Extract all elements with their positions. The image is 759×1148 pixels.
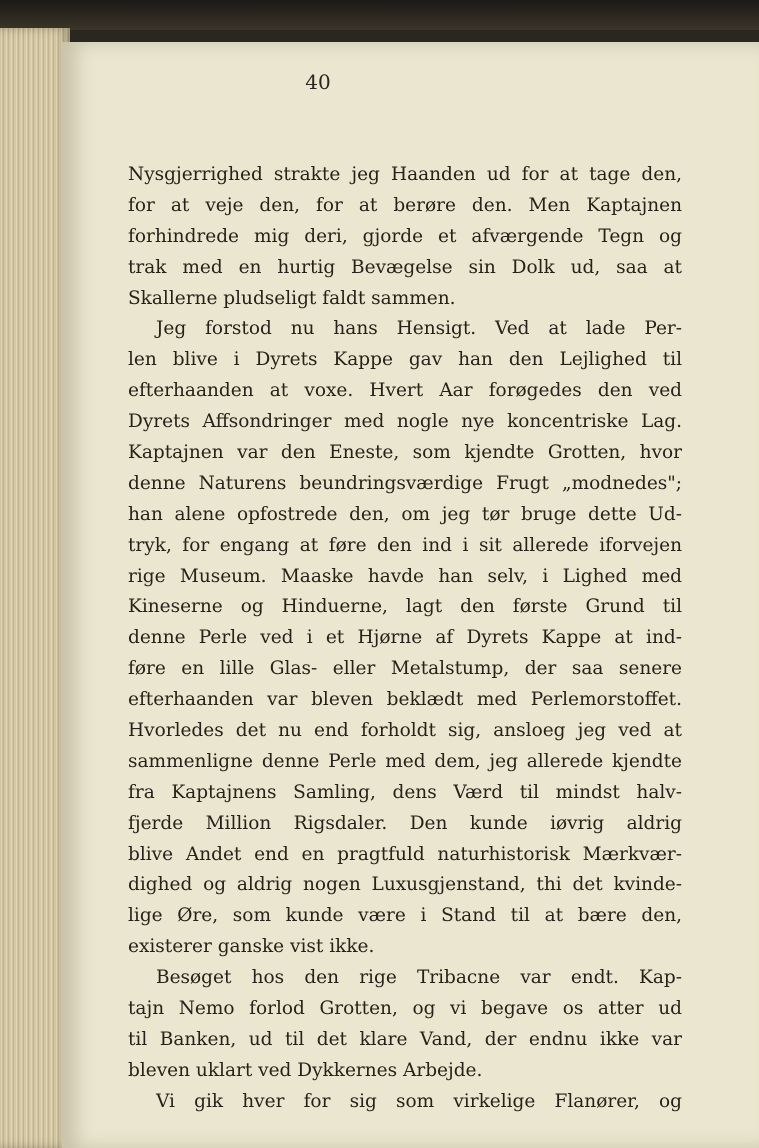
text-line: len blive i Dyrets Kappe gav han den Lejlighed til [128, 349, 682, 371]
text-line: Hvorledes det nu end forholdt sig, ansloeg jeg ved at [128, 720, 682, 742]
text-line: Besøget hos den rige Tribacne var endt. Kap- [156, 967, 682, 989]
text-line: Skallerne pludseligt faldt sammen. [128, 287, 456, 309]
text-line: for at veje den, for at berøre den. Men Kaptajnen [128, 194, 682, 216]
text-line: fra Kaptajnens Samling, dens Værd til mindst halv- [128, 781, 682, 803]
text-line: tajn Nemo forlod Grotten, og vi begave os atter ud [128, 998, 682, 1020]
text-line: fjerde Million Rigsdaler. Den kunde iøvrig aldrig [128, 812, 682, 834]
text-line: efterhaanden var bleven beklædt med Perlemorstoffet. [128, 689, 682, 711]
body-text [128, 160, 682, 1118]
text-line: Jeg forstod nu hans Hensigt. Ved at lade Per- [156, 318, 682, 340]
book-top-edge [0, 0, 759, 30]
text-line: Kaptajnen var den Eneste, som kjendte Grotten, hvor [128, 442, 682, 464]
text-line: rige Museum. Maaske havde han selv, i Lighed med [128, 565, 682, 587]
text-line: han alene opfostrede den, om jeg tør bruge dette Ud- [128, 503, 682, 525]
text-line: Dyrets Affsondringer med nogle nye koncentriske Lag. [128, 411, 682, 433]
text-line: lige Øre, som kunde være i Stand til at bære den, [128, 905, 682, 927]
text-line: føre en lille Glas- eller Metalstump, der saa senere [128, 658, 682, 680]
text-line: sammenligne denne Perle med dem, jeg allerede kjendte [128, 750, 682, 772]
text-line: existerer ganske vist ikke. [128, 936, 375, 958]
text-line: Kineserne og Hinduerne, lagt den første Grund til [128, 596, 682, 618]
page-number: 40 [305, 70, 331, 94]
text-line: dighed og aldrig nogen Luxusgjenstand, thi det kvinde- [128, 874, 682, 896]
text-line: Vi gik hver for sig som virkelige Flanører, og [156, 1090, 682, 1112]
text-line: blive Andet end en pragtfuld naturhistorisk Mærkvær- [128, 843, 682, 865]
text-line: denne Naturens beundringsværdige Frugt „modnedes"; [128, 472, 682, 494]
text-line: efterhaanden at voxe. Hvert Aar forøgedes den ved [128, 380, 682, 402]
text-line: til Banken, ud til det klare Vand, der endnu ikke var [128, 1028, 682, 1050]
text-line: denne Perle ved i et Hjørne af Dyrets Kappe at ind- [128, 627, 682, 649]
book-page-edges [0, 28, 70, 1148]
text-line: Nysgjerrighed strakte jeg Haanden ud for at tage den, [128, 164, 682, 185]
text-line: forhindrede mig deri, gjorde et afværgende Tegn og [128, 225, 682, 247]
text-line: tryk, for engang at føre den ind i sit allerede iforvejen [128, 534, 682, 556]
text-line: bleven uklart ved Dykkernes Arbejde. [128, 1059, 483, 1081]
text-line: trak med en hurtig Bevægelse sin Dolk ud, saa at [128, 256, 682, 278]
